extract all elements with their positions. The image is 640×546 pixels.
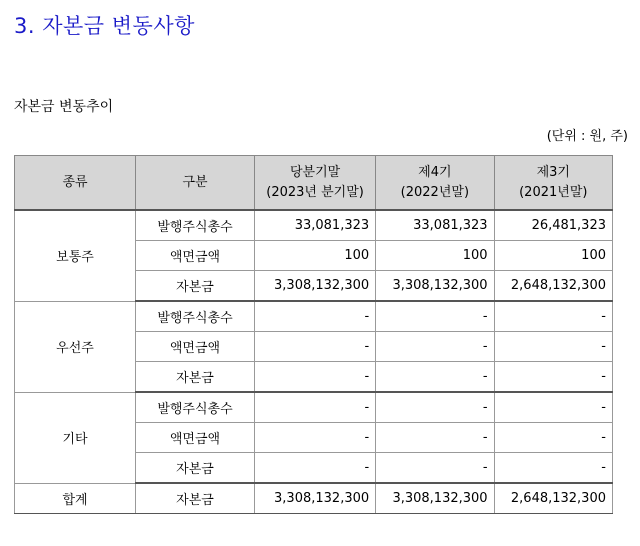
3rd-period-value: - [494,362,612,393]
3rd-period-value: 26,481,323 [494,210,612,241]
division-cell: 발행주식총수 [136,301,255,332]
subtitle: 자본금 변동추이 [14,99,114,115]
category-cell: 우선주 [15,301,136,392]
3rd-period-value: - [494,392,612,423]
4th-period-value: 33,081,323 [376,210,494,241]
current-quarter-value: 100 [255,241,376,271]
header-current-quarter [255,156,376,211]
division-cell: 발행주식총수 [136,210,255,241]
current-quarter-value: - [255,301,376,332]
capital-change-table [14,155,613,514]
current-quarter-value: - [255,392,376,423]
header-current-quarter-date: (2023년 분기말) [266,184,364,200]
3rd-period-value: - [494,301,612,332]
4th-period-value: 3,308,132,300 [376,271,494,302]
table-row [15,210,613,241]
division-cell: 자본금 [136,362,255,393]
4th-period-value: - [376,332,494,362]
4th-period-value: - [376,301,494,332]
header-type: 종류 [15,156,136,211]
division-cell: 자본금 [136,453,255,484]
4th-period-value: - [376,392,494,423]
current-quarter-value: - [255,453,376,484]
header-division: 구분 [136,156,255,211]
header-3rd-period-date: (2021년말) [519,184,588,200]
header-4th-period-label: 제4기 [418,164,452,180]
table-header-row [15,156,613,211]
header-current-quarter-label: 당분기말 [289,164,341,180]
category-cell: 기타 [15,392,136,483]
table-row [15,392,613,423]
division-cell: 액면금액 [136,241,255,271]
current-quarter-value: 33,081,323 [255,210,376,241]
3rd-period-value: 100 [494,241,612,271]
current-quarter-value: 3,308,132,300 [255,271,376,302]
division-cell: 액면금액 [136,332,255,362]
header-3rd-period-label: 제3기 [536,164,570,180]
table-body [15,210,613,514]
current-quarter-value: - [255,423,376,453]
current-quarter-value: - [255,362,376,393]
header-3rd-period [494,156,612,211]
table-row [15,301,613,332]
4th-period-value: 100 [376,241,494,271]
division-cell: 액면금액 [136,423,255,453]
header-4th-period [376,156,494,211]
3rd-period-value: 2,648,132,300 [494,483,612,514]
3rd-period-value: - [494,453,612,484]
4th-period-value: - [376,423,494,453]
4th-period-value: - [376,453,494,484]
division-cell: 자본금 [136,271,255,302]
table-row [15,483,613,514]
current-quarter-value: 3,308,132,300 [255,483,376,514]
4th-period-value: - [376,362,494,393]
section-title: 3. 자본금 변동사항 [14,14,195,38]
header-4th-period-date: (2022년말) [400,184,470,200]
current-quarter-value: - [255,332,376,362]
category-cell: 합계 [15,483,136,514]
division-cell: 발행주식총수 [136,392,255,423]
unit-note: (단위 : 원, 주) [546,129,628,144]
4th-period-value: 3,308,132,300 [376,483,494,514]
3rd-period-value: 2,648,132,300 [494,271,612,302]
division-cell: 자본금 [136,483,255,514]
3rd-period-value: - [494,423,612,453]
3rd-period-value: - [494,332,612,362]
category-cell: 보통주 [15,210,136,301]
